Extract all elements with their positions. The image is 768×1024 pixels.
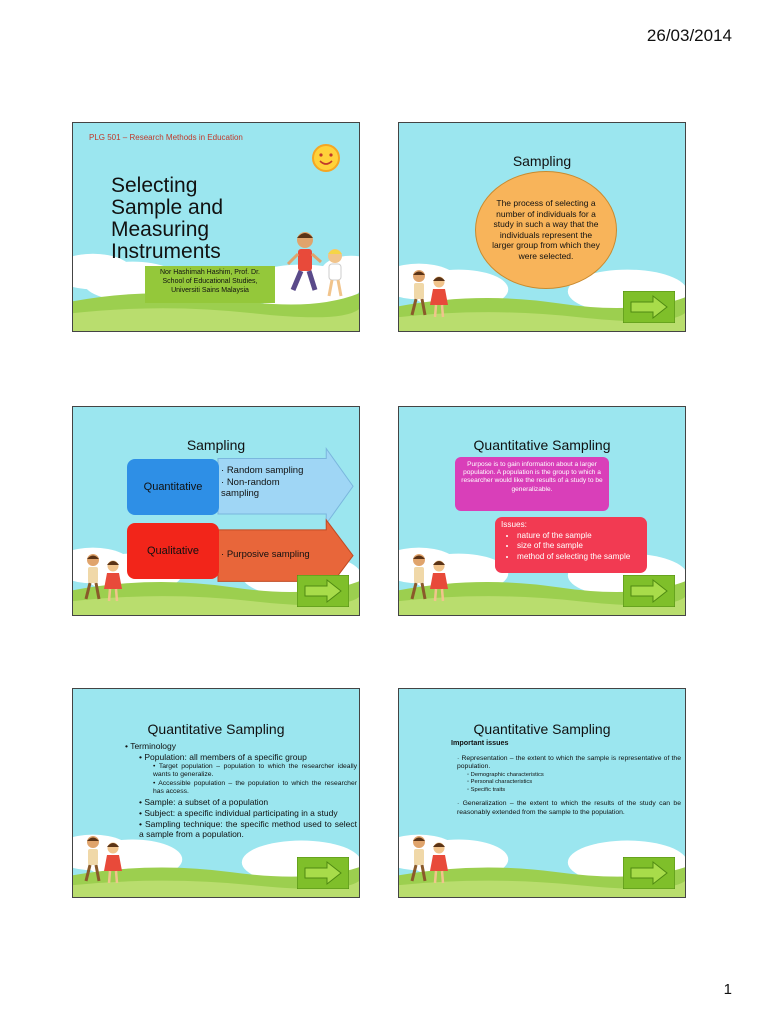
list-item: • Population: all members of a specific group [139,752,307,762]
list-item: • Sampling technique: the specific method used to select a sample from a population. [139,819,357,839]
slide-heading: Sampling [186,437,246,453]
issue-item: • method of selecting the sample [517,552,641,563]
kids-illustration [79,551,127,603]
issue-item: • size of the sample [517,541,641,552]
title-line: Instruments [111,240,221,263]
terminology-list [125,741,357,839]
list-item: • Subject: a specific individual participating in a study [139,808,338,818]
slide-sampling-types[interactable] [72,406,360,616]
qualitative-box: Qualitative [127,523,219,579]
list-item: · Generalization – the extent to which the results of the study can be reasonably extended from the sample to the population. [457,800,681,816]
list-item: ◦ Personal characteristics [467,779,533,786]
title-line: Sample and [111,196,224,219]
issues-label: Issues: [501,520,527,529]
kids-illustration [405,833,453,885]
next-arrow-icon[interactable] [623,291,675,323]
author-box [145,266,275,303]
qualitative-list [221,549,310,561]
list-item: · Purposive sampling [221,549,310,560]
author-line: School of Educational Studies, [162,278,258,285]
slide-heading: Quantitative Sampling [473,721,611,737]
slide-important-issues[interactable] [398,688,686,898]
slide-title[interactable] [72,122,360,332]
definition-oval: The process of selecting a number of individuals for a study in such a way that the individuals represent the larger group from which they were selected. [475,171,617,289]
kids-illustration [405,267,453,319]
author-line: Universiti Sains Malaysia [171,287,249,294]
slide-terminology[interactable] [72,688,360,898]
next-arrow-icon[interactable] [623,857,675,889]
list-item: · Representation – the extent to which the sample is representative of the population. [457,755,681,771]
presentation-title [111,175,223,263]
list-item: ◦ Specific traits [467,786,506,793]
page-number: 1 [723,981,732,998]
issue-item: • nature of the sample [517,531,641,542]
sun-icon [309,141,343,175]
list-item: • Accessible population – the population to which the researcher has access. [153,780,357,795]
list-item: · Random sampling [221,465,304,476]
next-arrow-icon[interactable] [297,575,349,607]
list-item: • Terminology [125,741,177,751]
title-line: Measuring [111,218,210,241]
author-line: Nor Hashimah Hashim, Prof. Dr. [160,269,260,276]
important-issues-list [451,739,681,817]
issues-box [495,517,647,573]
list-item: • Target population – population to which the researcher ideally wants to generalize. [153,763,357,778]
section-heading: Important issues [451,738,509,747]
kids-illustration [79,833,127,885]
list-item: ◦ Demographic characteristics [467,771,544,778]
quantitative-list [221,465,311,500]
title-line: Selecting [111,174,198,197]
next-arrow-icon[interactable] [297,857,349,889]
slide-heading: Sampling [512,153,572,169]
list-item: • Sample: a subset of a population [139,797,269,807]
quantitative-box: Quantitative [127,459,219,515]
kids-illustration [405,551,453,603]
slide-heading: Quantitative Sampling [473,437,611,453]
slide-quantitative-purpose[interactable] [398,406,686,616]
slide-heading: Quantitative Sampling [147,721,285,737]
next-arrow-icon[interactable] [623,575,675,607]
running-kids-illustration [283,228,353,308]
page-date: 26/03/2014 [646,26,732,45]
purpose-box: Purpose is to gain information about a larger population. A population is the group to which a researcher would like the results of a study to be generalizable. [455,457,609,511]
list-item: · Non-random sampling [221,476,280,499]
slide-sampling-definition[interactable] [398,122,686,332]
course-label: PLG 501 – Research Methods in Education [89,133,243,142]
